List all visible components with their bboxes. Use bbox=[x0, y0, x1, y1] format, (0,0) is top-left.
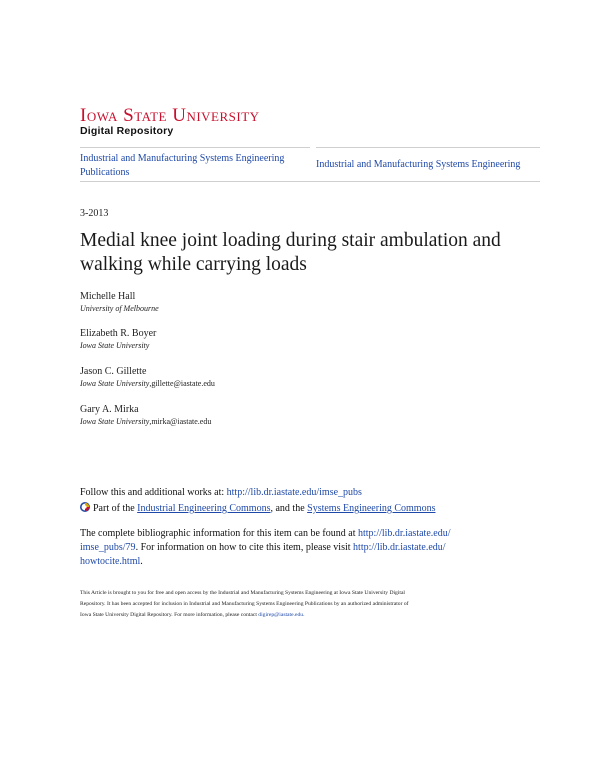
author-name: Michelle Hall bbox=[80, 291, 136, 302]
howtocite-link-part1[interactable]: http://lib.dr.iastate.edu/ bbox=[353, 542, 446, 553]
collection-link-publications[interactable]: Industrial and Manufacturing Systems Engineering Publications bbox=[80, 153, 285, 178]
author-name: Elizabeth R. Boyer bbox=[80, 328, 157, 339]
paper-title: Medial knee joint loading during stair ambulation and walking while carrying loads bbox=[80, 230, 501, 275]
citation-paragraph bbox=[80, 527, 540, 569]
collection-rule-right bbox=[316, 147, 540, 148]
footer-line-3-prefix: Iowa State University Digital Repository. For more information, please contact bbox=[80, 612, 259, 618]
contact-email-link[interactable]: digirep@iastate.edu bbox=[258, 612, 304, 618]
university-logo: Iowa State University bbox=[80, 105, 260, 126]
collection-link-department[interactable]: Industrial and Manufacturing Systems Engineering bbox=[316, 159, 521, 170]
author-name: Gary A. Mirka bbox=[80, 404, 139, 415]
industrial-engineering-commons-link[interactable]: Industrial Engineering Commons bbox=[137, 503, 271, 514]
author-affiliation-line: Iowa State University,gillette@iastate.edu bbox=[80, 379, 215, 388]
systems-engineering-commons-link[interactable]: Systems Engineering Commons bbox=[307, 503, 436, 514]
author-affiliation: Iowa State University bbox=[80, 341, 150, 350]
author-affiliation: Iowa State University bbox=[80, 417, 150, 426]
howtocite-link-part2[interactable]: howtocite.html bbox=[80, 556, 141, 567]
part-of-prefix: Part of the bbox=[93, 503, 138, 514]
author-email[interactable]: gillette@iastate.edu bbox=[151, 379, 215, 388]
citation-prefix: The complete bibliographic information for this item can be found at bbox=[80, 528, 358, 539]
part-of-line bbox=[80, 502, 435, 516]
footer-line-3 bbox=[80, 610, 520, 621]
author-email[interactable]: mirka@iastate.edu bbox=[151, 417, 212, 426]
citation-middle: . For information on how to cite this item, please visit bbox=[135, 542, 354, 553]
footer-line-3-end: . bbox=[303, 612, 305, 618]
citation-end: . bbox=[140, 556, 143, 567]
author-affiliation: Iowa State University bbox=[80, 379, 150, 388]
follow-prefix: Follow this and additional works at: bbox=[80, 487, 227, 498]
part-of-middle: , and the bbox=[270, 503, 308, 514]
footer-line-2: Repository. It has been accepted for inclusion in Industrial and Manufacturing Systems Engineering Publications by an authorized administrator of bbox=[80, 601, 409, 607]
item-link-part1[interactable]: http://lib.dr.iastate.edu/ bbox=[357, 528, 451, 539]
follow-line bbox=[80, 486, 362, 500]
author-block-3 bbox=[80, 365, 215, 389]
commons-network-icon bbox=[80, 502, 90, 512]
footer-note bbox=[80, 588, 520, 621]
author-block-2 bbox=[80, 327, 156, 351]
citation-line-3 bbox=[80, 555, 540, 569]
author-block-4 bbox=[80, 403, 211, 427]
author-affiliation-line: Iowa State University,mirka@iastate.edu bbox=[80, 417, 212, 426]
repository-name: Digital Repository bbox=[80, 125, 174, 137]
footer-line-1: This Article is brought to you for free and open access by the Industrial and Manufacturing Systems Engineering at Iowa State University Digital bbox=[80, 590, 405, 596]
follow-link[interactable]: http://lib.dr.iastate.edu/imse_pubs bbox=[226, 487, 362, 498]
item-link-part2[interactable]: imse_pubs/79 bbox=[80, 542, 136, 553]
author-block-1 bbox=[80, 290, 159, 314]
author-name: Jason C. Gillette bbox=[80, 366, 147, 377]
citation-line-2 bbox=[80, 541, 540, 555]
collection-rule-bottom bbox=[80, 181, 540, 182]
publication-date: 3-2013 bbox=[80, 208, 109, 219]
collection-rule-left bbox=[80, 147, 310, 148]
citation-line-1 bbox=[80, 527, 540, 541]
author-affiliation: University of Melbourne bbox=[80, 304, 159, 313]
